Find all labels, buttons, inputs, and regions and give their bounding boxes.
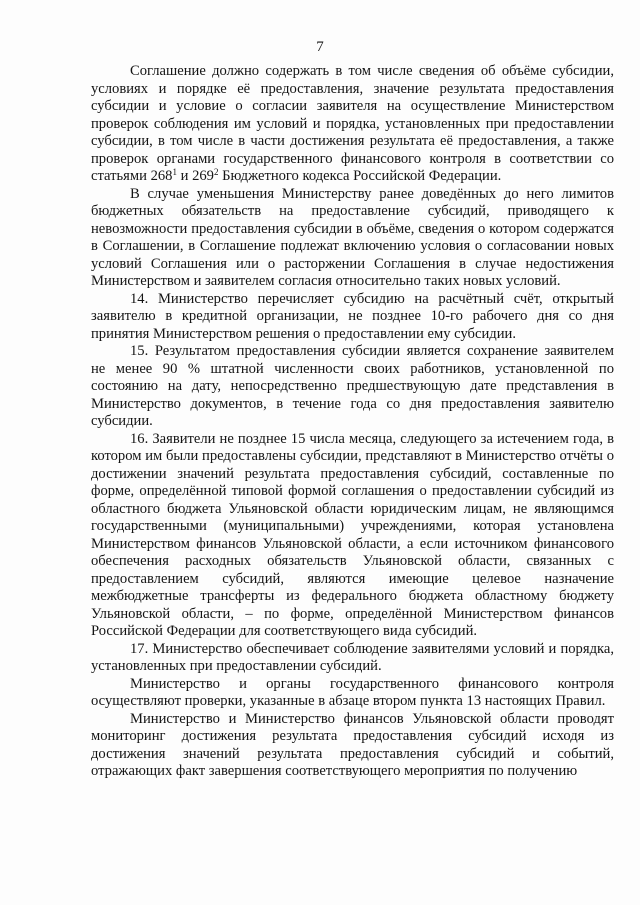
paragraph-agreement-content-end: Бюджетного кодекса Российской Федерации.	[218, 168, 502, 184]
document-body	[91, 63, 614, 781]
paragraph-17: 17. Министерство обеспечивает соблюдение заявителями условий и порядка, установленных при предоставлении субсидий.	[91, 640, 614, 674]
paragraph-agreement-content-mid: и 269	[176, 168, 214, 184]
paragraph-14: 14. Министерство перечисляет субсидию на расчётный счёт, открытый заявителю в кредитной организации, не позднее 10-го рабочего дня со дня принятия Министерством решения о предоставлении ему субсидии.	[91, 290, 614, 342]
article-268-superscript: 1	[172, 167, 177, 177]
paragraph-inspections: Министерство и органы государственного финансового контроля осуществляют проверки, указанные в абзаце втором пункта 13 настоящих Правил.	[91, 675, 614, 709]
article-269-superscript: 2	[213, 167, 219, 177]
paragraph-limits-reduction: В случае уменьшения Министерству ранее доведённых до него лимитов бюджетных обязательств на предоставление субсидий, приводящего к невозможности предоставления субсидии в объёме, сведения о котором содержатся в Соглашении, в Соглашение подлежат включению условия о согласовании новых условий Соглашения или о расторжении Соглашения в случае недостижения Министерством и заявителем согласия относительно таких новых условий.	[91, 185, 614, 289]
page-number: 7	[316, 39, 324, 55]
paragraph-16: 16. Заявители не позднее 15 числа месяца, следующего за истечением года, в котором им были предоставлены субсидии, представляют в Министерство отчёты о достижении значений результата предоставления субсидий, составленные по форме, определённой типовой формой соглашения о предоставлении субсидий из областного бюджета Ульяновской области юридическим лицам, не являющимся государственными (муниципальными) учреждениями, которая установлена Министерством финансов Ульяновской области, а если источником финансового обеспечения расходных обязательств Ульяновской области, связанных с предоставлением субсидий, являются имеющие целевое назначение межбюджетные трансферты из федерального бюджета областному бюджету Ульяновской области, – по форме, определённой Министерством финансов Российской Федерации для соответствующего вида субсидий.	[91, 430, 614, 639]
paragraph-agreement-content-text: Соглашение должно содержать в том числе сведения об объёме субсидии, условиях и порядке её предоставления, значение результата предоставления субсидии и условие о согласии заявителя на осуществление Министерством проверок соблюдения им условий и порядка, установленных при предоставлении субсидии, в том числе в части достижения результата её предоставления, а также проверок органами государственного финансового контроля в соответствии со статьями 268	[91, 63, 614, 184]
paragraph-monitoring: Министерство и Министерство финансов Ульяновской области проводят мониторинг достижения результата предоставления субсидий исходя из достижения значений результата предоставления субсидий и событий, отражающих факт завершения соответствующего мероприятия по получению	[91, 710, 614, 779]
paragraph-agreement-content	[91, 63, 614, 186]
paragraph-15: 15. Результатом предоставления субсидии является сохранение заявителем не менее 90 % штатной численности своих работников, установленной по состоянию на дату, непосредственно предшествующую дате представления в Министерство документов, в течение года со дня предоставления заявителю субсидии.	[91, 343, 614, 429]
